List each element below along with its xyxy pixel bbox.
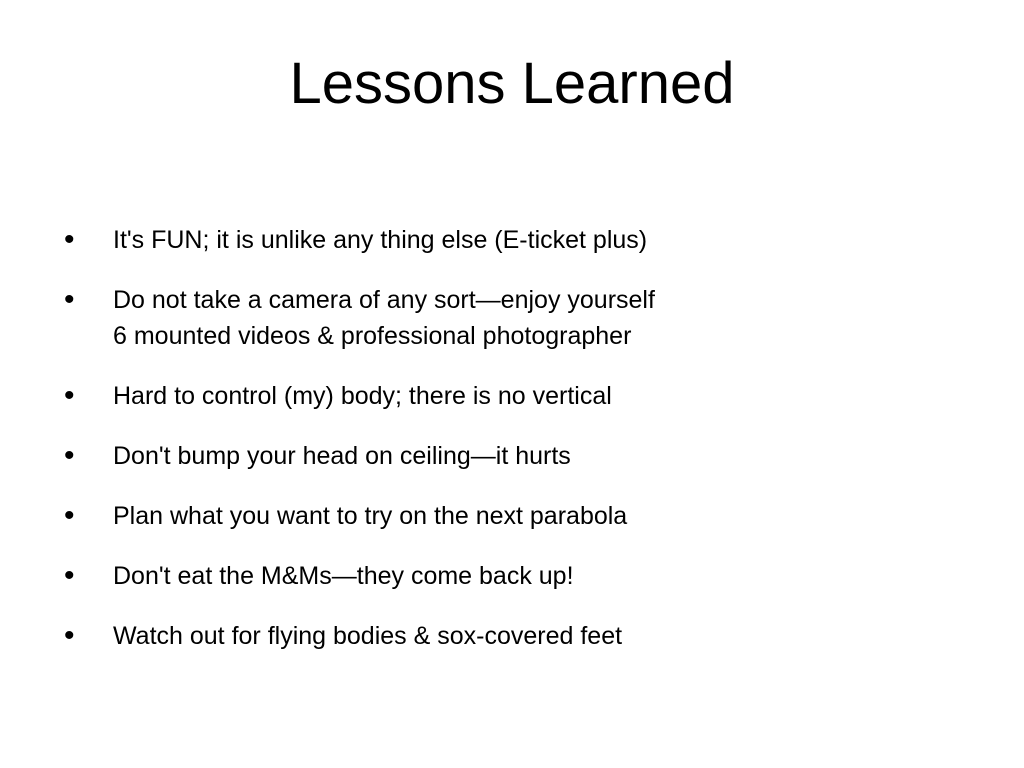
bullet-item-1: [64, 222, 964, 258]
bullet-text: It's FUN; it is unlike any thing else (E-ticket plus): [113, 226, 648, 254]
bullet-text: Don't eat the M&Ms—they come back up!: [113, 562, 574, 590]
bullet-icon: •: [64, 439, 75, 472]
bullet-text: Don't bump your head on ceiling—it hurts: [113, 442, 571, 470]
bullet-icon: •: [64, 559, 75, 592]
bullet-text: Plan what you want to try on the next parabola: [113, 502, 628, 530]
bullet-text: Watch out for flying bodies & sox-covered feet: [113, 622, 623, 650]
bullet-text-continuation: 6 mounted videos & professional photographer: [113, 322, 632, 350]
bullet-icon: •: [64, 223, 75, 256]
bullet-icon: •: [64, 283, 75, 316]
bullet-item-6: [64, 558, 964, 594]
bullet-item-4: [64, 438, 964, 474]
bullet-icon: •: [64, 499, 75, 532]
bullet-item-2: [64, 282, 964, 354]
bullet-icon: •: [64, 619, 75, 652]
bullet-item-5: [64, 498, 964, 534]
bullet-text: Do not take a camera of any sort—enjoy yourself: [113, 286, 655, 314]
bullet-item-7: [64, 618, 964, 654]
bullet-item-3: [64, 378, 964, 414]
bullet-list: [64, 222, 964, 678]
bullet-text: Hard to control (my) body; there is no vertical: [113, 382, 612, 410]
slide-title: Lessons Learned: [289, 51, 735, 116]
bullet-icon: •: [64, 379, 75, 412]
